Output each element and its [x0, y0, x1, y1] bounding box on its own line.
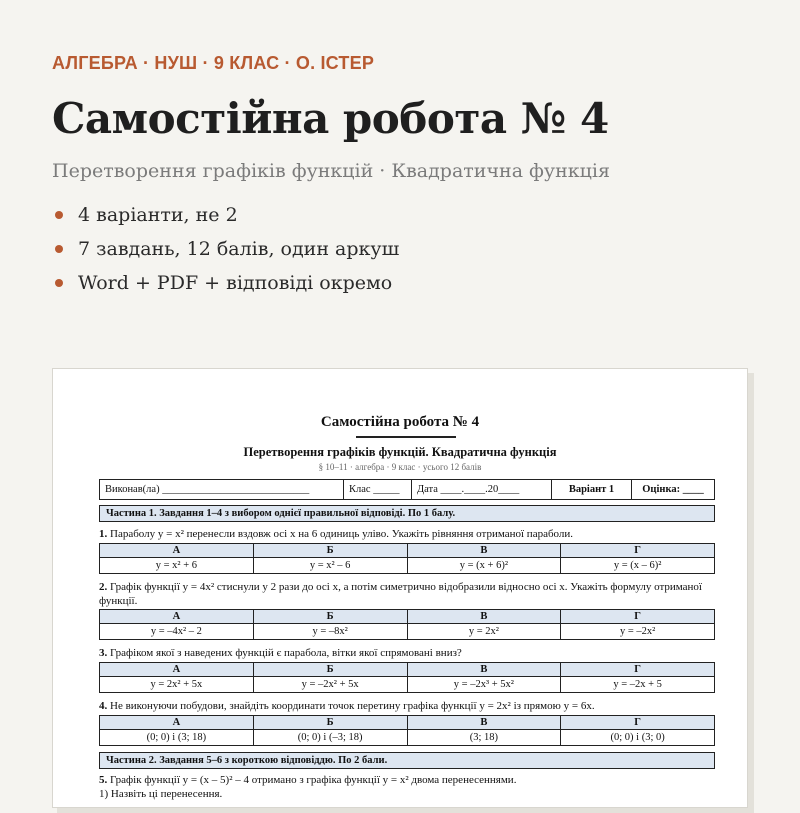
answer-option: y = –4x² – 2: [100, 624, 254, 640]
question-number: 4.: [99, 700, 108, 712]
class-field: Клас _____: [344, 480, 412, 499]
option-letter: Б: [253, 663, 407, 677]
worksheet-subtitle: Перетворення графіків функцій. Квадратична функція: [243, 445, 557, 459]
question-number: 3.: [99, 647, 108, 659]
answer-option: y = x² + 6: [100, 558, 254, 574]
answer-option: (0; 0) і (3; 18): [100, 730, 254, 746]
question-number: 2.: [99, 581, 108, 593]
answer-option: (3; 18): [407, 730, 561, 746]
answer-option: y = (x + 6)²: [407, 558, 561, 574]
answer-option: y = 2x² + 5x: [100, 677, 254, 693]
question-4-options: [99, 715, 715, 746]
answer-option: y = –2x + 5: [561, 677, 715, 693]
answer-option: y = –2x² + 5x: [253, 677, 407, 693]
question-5: [99, 773, 715, 787]
question-text: Графік функції y = (x – 5)² – 4 отримано з графіка функції y = x² двома перенесеннями.: [110, 774, 517, 786]
question-3: [99, 646, 715, 660]
question-text: Графіком якої з наведених функцій є парабола, вітки якої спрямовані вниз?: [110, 647, 462, 659]
question-2: [99, 580, 715, 608]
answer-option: (0; 0) і (3; 0): [561, 730, 715, 746]
answer-option: y = –8x²: [253, 624, 407, 640]
question-5-subitem: 1) Назвіть ці перенесення.: [99, 788, 223, 800]
feature-item: [52, 235, 399, 269]
feature-text: Word + PDF + відповіді окремо: [78, 272, 393, 294]
question-text: Графік функції y = 4x² стиснули у 2 рази до осі x, а потім симетрично відобразили відносно осі x. Укажіть формулу отриманої функції.: [99, 581, 702, 607]
worksheet-preview: [52, 368, 748, 808]
question-number: 1.: [99, 528, 108, 540]
option-letter: Г: [561, 716, 715, 730]
answer-option: y = 2x²: [407, 624, 561, 640]
answer-option: (0; 0) і (–3; 18): [253, 730, 407, 746]
grade-field: Оцінка: ____: [642, 484, 704, 495]
bullet-dot-icon: [55, 245, 63, 253]
option-letter: Г: [561, 610, 715, 624]
course-kicker: АЛГЕБРА · НУШ · 9 КЛАС · О. ІСТЕР: [52, 53, 375, 73]
bullet-dot-icon: [55, 279, 63, 287]
option-letter: Г: [561, 544, 715, 558]
page-title: Самостійна робота № 4: [52, 94, 609, 143]
worksheet-title: Самостійна робота № 4: [320, 414, 480, 430]
answer-option: y = –2x³ + 5x²: [407, 677, 561, 693]
question-3-options: [99, 662, 715, 693]
option-letter: В: [407, 610, 561, 624]
feature-list: [52, 201, 399, 303]
question-1-options: [99, 543, 715, 574]
question-number: 5.: [99, 774, 108, 786]
option-letter: Б: [253, 716, 407, 730]
question-4: [99, 699, 715, 713]
answer-option: y = x² – 6: [253, 558, 407, 574]
student-name-field: Виконав(ла) ____________________________: [100, 480, 344, 499]
option-letter: Г: [561, 663, 715, 677]
worksheet-meta: § 10–11 · алгебра · 9 клас · усього 12 балів: [318, 462, 482, 472]
option-letter: А: [100, 544, 254, 558]
feature-text: 7 завдань, 12 балів, один аркуш: [78, 238, 400, 260]
student-info-row: [99, 479, 715, 500]
question-text: Не виконуючи побудови, знайдіть координати точок перетину графіка функції y = 2x² із прямою y = 6x.: [110, 700, 595, 712]
option-letter: Б: [253, 544, 407, 558]
option-letter: А: [100, 716, 254, 730]
question-text: Параболу y = x² перенесли вздовж осі x на 6 одиниць уліво. Укажіть рівняння отриманої параболи.: [110, 528, 574, 540]
option-letter: Б: [253, 610, 407, 624]
part-1-heading: Частина 1. Завдання 1–4 з вибором однієї правильної відповіді. По 1 балу.: [99, 505, 715, 522]
date-field: Дата ____.____.20____: [412, 480, 552, 499]
page-subtitle: Перетворення графіків функцій · Квадратична функція: [52, 160, 610, 182]
question-1: [99, 527, 715, 541]
option-letter: В: [407, 544, 561, 558]
option-letter: В: [407, 663, 561, 677]
question-2-options: [99, 609, 715, 640]
variant-label: Варіант 1: [552, 480, 632, 499]
option-letter: В: [407, 716, 561, 730]
title-underline: [356, 436, 456, 438]
feature-text: 4 варіанти, не 2: [78, 204, 238, 226]
feature-item: [52, 269, 399, 303]
option-letter: А: [100, 663, 254, 677]
part-2-heading: Частина 2. Завдання 5–6 з короткою відповіддю. По 2 бали.: [99, 752, 715, 769]
bullet-dot-icon: [55, 211, 63, 219]
answer-option: y = (x – 6)²: [561, 558, 715, 574]
feature-item: [52, 201, 399, 235]
answer-option: y = –2x²: [561, 624, 715, 640]
option-letter: А: [100, 610, 254, 624]
